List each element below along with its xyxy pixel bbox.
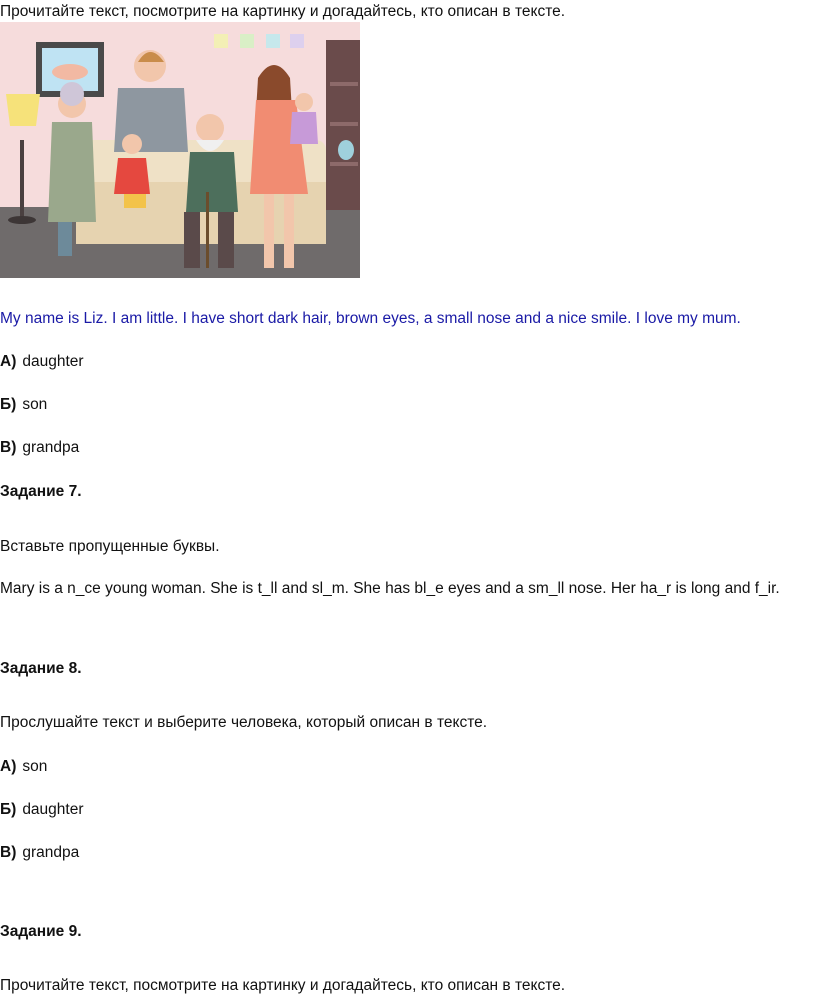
option-label: В) bbox=[0, 439, 17, 456]
q8-option-b[interactable] bbox=[0, 800, 84, 820]
option-label: А) bbox=[0, 353, 17, 370]
task7-text: Mary is a n_ce young woman. She is t_ll and sl_m. She has bl_e eyes and a sm_ll nose. Her ha_r is long and f_ir. bbox=[0, 580, 780, 597]
task9-instruction: Прочитайте текст, посмотрите на картинку и догадайтесь, кто описан в тексте. bbox=[0, 977, 566, 994]
task8-instruction: Прослушайте текст и выберите человека, который описан в тексте. bbox=[0, 714, 488, 731]
passage-liz: My name is Liz. I am little. I have short dark hair, brown eyes, a small nose and a nice smile. I love my mum. bbox=[0, 310, 741, 327]
instruction-intro: Прочитайте текст, посмотрите на картинку и догадайтесь, кто описан в тексте. bbox=[0, 3, 566, 20]
option-text: grandpa bbox=[22, 844, 80, 861]
q8-option-a[interactable] bbox=[0, 757, 47, 777]
option-text: daughter bbox=[22, 801, 84, 818]
option-text: son bbox=[22, 758, 48, 775]
q6-option-b[interactable] bbox=[0, 395, 47, 415]
q6-option-c[interactable] bbox=[0, 438, 79, 458]
task7-title: Задание 7. bbox=[0, 483, 82, 500]
q6-option-a[interactable] bbox=[0, 352, 84, 372]
option-text: daughter bbox=[22, 353, 84, 370]
task7-instruction: Вставьте пропущенные буквы. bbox=[0, 538, 220, 555]
option-label: В) bbox=[0, 844, 17, 861]
task8-title: Задание 8. bbox=[0, 660, 82, 677]
option-label: Б) bbox=[0, 396, 17, 413]
option-text: grandpa bbox=[22, 439, 80, 456]
option-text: son bbox=[22, 396, 48, 413]
task9-title: Задание 9. bbox=[0, 923, 82, 940]
q8-option-c[interactable] bbox=[0, 843, 79, 863]
option-label: А) bbox=[0, 758, 17, 775]
family-illustration-icon bbox=[0, 22, 360, 278]
option-label: Б) bbox=[0, 801, 17, 818]
